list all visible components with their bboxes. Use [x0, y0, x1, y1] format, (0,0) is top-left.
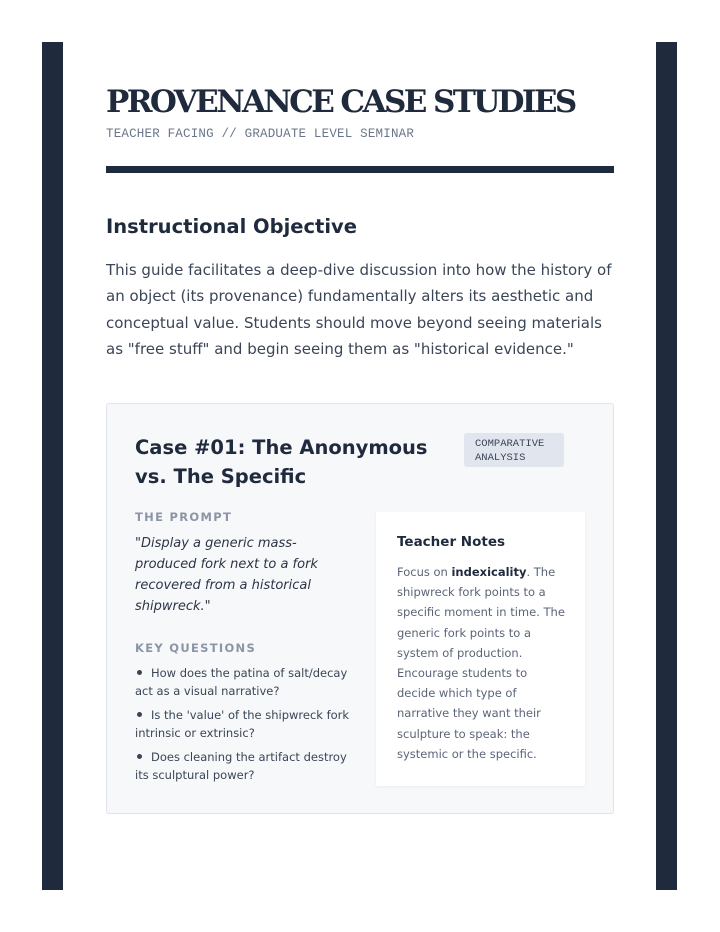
question-item: [135, 706, 350, 742]
objective-body: This guide facilitates a deep-dive discussion into how the history of an object (its provenance) fundamentally alters its aesthetic and conceptual value. Students should move beyond seeing materials as "free stuff" and begin seeing them as "historical evidence.": [106, 261, 612, 358]
question-item: [135, 748, 350, 784]
teacher-notes-body: [397, 562, 565, 764]
case-type-badge: COMPARATIVE ANALYSIS: [464, 433, 564, 467]
objective-heading: Instructional Objective: [106, 215, 357, 238]
case-study-card: [106, 403, 614, 814]
key-questions-list: [135, 664, 350, 790]
left-border-bar: [42, 42, 63, 890]
bullet-icon: [137, 754, 142, 759]
page-subtitle: TEACHER FACING // GRADUATE LEVEL SEMINAR: [106, 127, 415, 141]
teacher-notes-text-start: Focus on: [397, 565, 452, 579]
teacher-notes-heading: Teacher Notes: [397, 534, 506, 550]
question-text: Does cleaning the artifact destroy its sculptural power?: [135, 750, 347, 782]
case-title: Case #01: The Anonymous vs. The Specific: [135, 436, 428, 488]
header-divider: [106, 166, 614, 173]
page-title: PROVENANCE CASE STUDIES: [106, 84, 575, 120]
question-item: [135, 664, 350, 700]
key-questions-label: KEY QUESTIONS: [135, 641, 257, 655]
teacher-notes-emphasis: indexicality: [451, 565, 527, 579]
bullet-icon: [137, 712, 142, 717]
right-border-bar: [656, 42, 677, 890]
prompt-text: "Display a generic mass-produced fork next to a fork recovered from a historical shipwreck.": [135, 536, 318, 614]
prompt-label: THE PROMPT: [135, 510, 233, 524]
question-text: Is the 'value' of the shipwreck fork intrinsic or extrinsic?: [135, 708, 350, 740]
teacher-notes-text-end: . The shipwreck fork points to a specific moment in time. The generic fork points to a system of production. Encourage students to decide which type of narrative they want their sculpture to speak: the systemic or the specific.: [397, 565, 565, 761]
question-text: How does the patina of salt/decay act as a visual narrative?: [135, 666, 348, 698]
teacher-notes-panel: [376, 512, 585, 786]
bullet-icon: [137, 670, 142, 675]
